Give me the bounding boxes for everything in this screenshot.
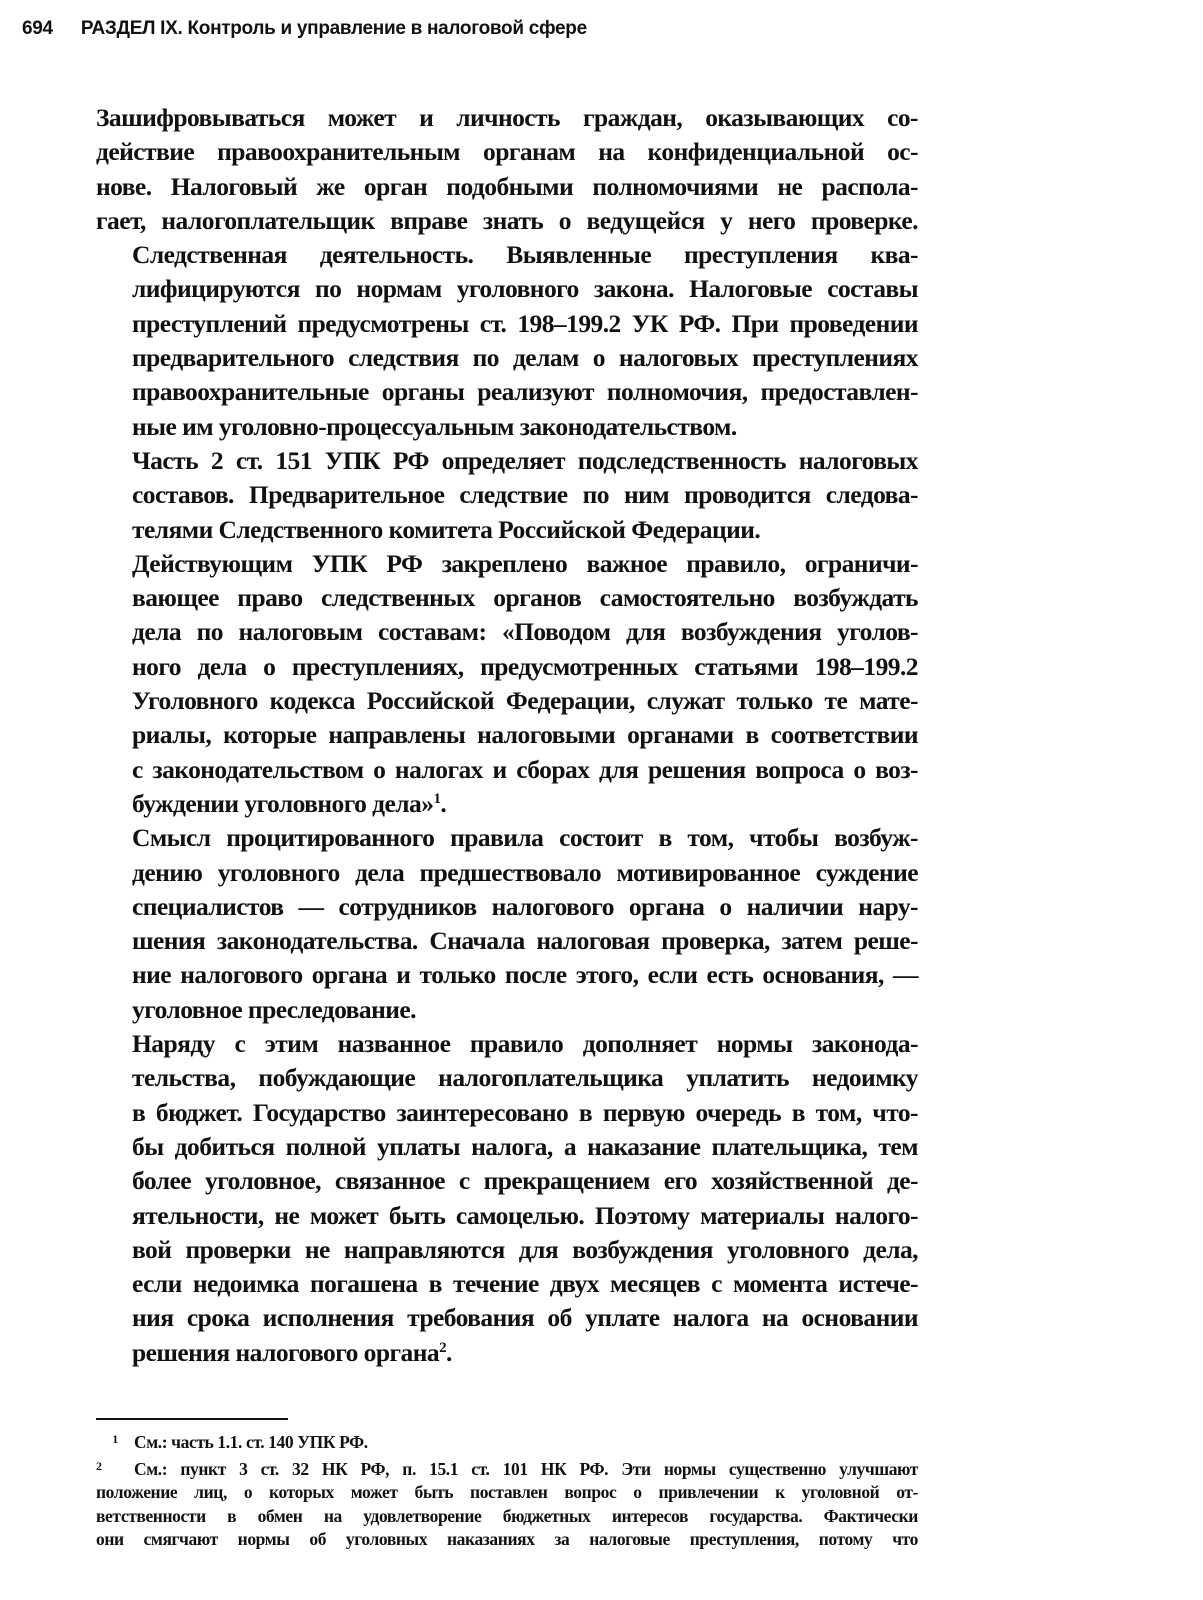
paragraph-3	[96, 444, 918, 547]
run-in-heading: Следственная деятельность.	[132, 240, 474, 270]
text-fragment: Выявленные преступления ква-	[473, 240, 918, 270]
text-line: бы добиться полной уплаты налога, а наказание плательщика, тем	[132, 1131, 918, 1161]
footnotes	[96, 1428, 918, 1552]
text-line: Часть 2 ст. 151 УПК РФ определяет подследственность налоговых	[132, 445, 918, 475]
paragraph-1	[96, 101, 918, 238]
text-line: предварительного следствия по делам о налоговых преступлениях	[132, 343, 918, 373]
text-line: Наряду с этим названное правило дополняет нормы законода-	[132, 1029, 918, 1059]
text-line: Действующим УПК РФ закреплено важное правило, ограничи-	[132, 548, 918, 578]
footnote-text: См.: пункт 3 ст. 32 НК РФ, п. 15.1 ст. 101 НК РФ. Эти нормы существенно улучшают	[134, 1458, 918, 1479]
footnote-mark: 2	[96, 1458, 102, 1473]
text-line: Уголовного кодекса Российской Федерации, служат только те мате-	[132, 686, 918, 716]
paragraph-6	[96, 1027, 918, 1370]
text-line: составов. Предварительное следствие по ним проводится следова-	[132, 480, 918, 510]
text-line: специалистов — сотрудников налогового органа о наличии нару-	[132, 891, 918, 921]
text-line: в бюджет. Государство заинтересовано в первую очередь в том, что-	[132, 1097, 918, 1127]
text-line: вающее право следственных органов самостоятельно возбуждать	[132, 583, 918, 613]
paragraph-4	[96, 547, 918, 821]
footnote-ref[interactable]: 2	[439, 1339, 447, 1356]
footnote-text: См.: часть 1.1. ст. 140 УПК РФ.	[134, 1432, 368, 1452]
text-line	[96, 787, 918, 821]
text-line: дению уголовного дела предшествовало мотивированное суждение	[132, 857, 918, 887]
footnote-separator	[96, 1418, 288, 1420]
text-line	[96, 238, 918, 272]
page-number: 694	[22, 18, 53, 39]
text-line: Зашифровываться может и личность граждан, оказывающих со-	[96, 103, 918, 132]
text-line: если недоимка погашена в течение двух месяцев с момента истече-	[132, 1269, 918, 1299]
text-line	[96, 1336, 918, 1370]
section-title: РАЗДЕЛ IX. Контроль и управление в налоговой сфере	[80, 18, 587, 39]
text-line: ятельности, не может быть самоцелью. Поэтому материалы налого-	[132, 1200, 918, 1230]
paragraph-5	[96, 821, 918, 1027]
text-line: риалы, которые направлены налоговыми органами в соответствии	[132, 720, 918, 750]
text-line: ния срока исполнения требования об уплате налога на основании	[132, 1303, 918, 1333]
text-line: дела по налоговым составам: «Поводом для возбуждения уголов-	[132, 617, 918, 647]
text-line: ные им уголовно-процессуальным законодательством.	[132, 411, 737, 441]
text-line: ного дела о преступлениях, предусмотренных статьями 198–199.2	[132, 651, 918, 681]
text-line: ние налогового органа и только после этого, если есть основания, —	[132, 960, 918, 990]
footnote-line: положение лиц, о которых может быть поставлен вопрос о привлечении к уголовной от-	[96, 1482, 918, 1502]
main-text	[96, 101, 918, 1370]
text-line: правоохранительные органы реализуют полномочия, предоставлен-	[132, 377, 918, 407]
text-fragment: решения налогового органа	[132, 1337, 440, 1367]
paragraph-2	[96, 238, 918, 444]
text-line: шения законодательства. Сначала налоговая проверка, затем реше-	[132, 926, 918, 956]
text-line: гает, налогоплательщик вправе знать о ведущейся у него проверке.	[96, 205, 918, 235]
text-line: более уголовное, связанное с прекращением его хозяйственной де-	[132, 1166, 918, 1196]
text-fragment: .	[446, 1337, 452, 1367]
text-line: лифицируются по нормам уголовного закона. Налоговые составы	[132, 274, 918, 304]
running-head	[22, 18, 587, 40]
text-line: с законодательством о налогах и сборах для решения вопроса о воз-	[132, 754, 918, 784]
text-line: действие правоохранительным органам на конфиденциальной ос-	[96, 137, 918, 167]
text-line: уголовное преследование.	[132, 994, 416, 1024]
footnote-2	[96, 1455, 918, 1552]
footnote-line: они смягчают нормы об уголовных наказаниях за налоговые преступления, потому что	[96, 1529, 918, 1549]
text-line: Смысл процитированного правила состоит в том, чтобы возбуж-	[132, 823, 918, 853]
footnote-line	[96, 1455, 918, 1482]
footnote-ref[interactable]: 1	[433, 790, 441, 807]
text-fragment: .	[440, 788, 447, 818]
footnote-mark: 1	[112, 1432, 118, 1446]
footnote-1	[96, 1428, 918, 1455]
text-line: телями Следственного комитета Российской Федерации.	[132, 514, 761, 544]
footnote-line: ветственности в обмен на удовлетворение бюджетных интересов государства. Фактически	[96, 1505, 918, 1526]
text-fragment: буждении уголовного дела»	[132, 788, 434, 818]
text-line: тельства, побуждающие налогоплательщика уплатить недоимку	[132, 1063, 918, 1093]
text-line: нове. Налоговый же орган подобными полномочиями не распола-	[96, 171, 918, 201]
text-line: преступлений предусмотрены ст. 198–199.2 УК РФ. При проведении	[132, 308, 918, 338]
text-line: вой проверки не направляются для возбуждения уголовного дела,	[132, 1234, 918, 1264]
